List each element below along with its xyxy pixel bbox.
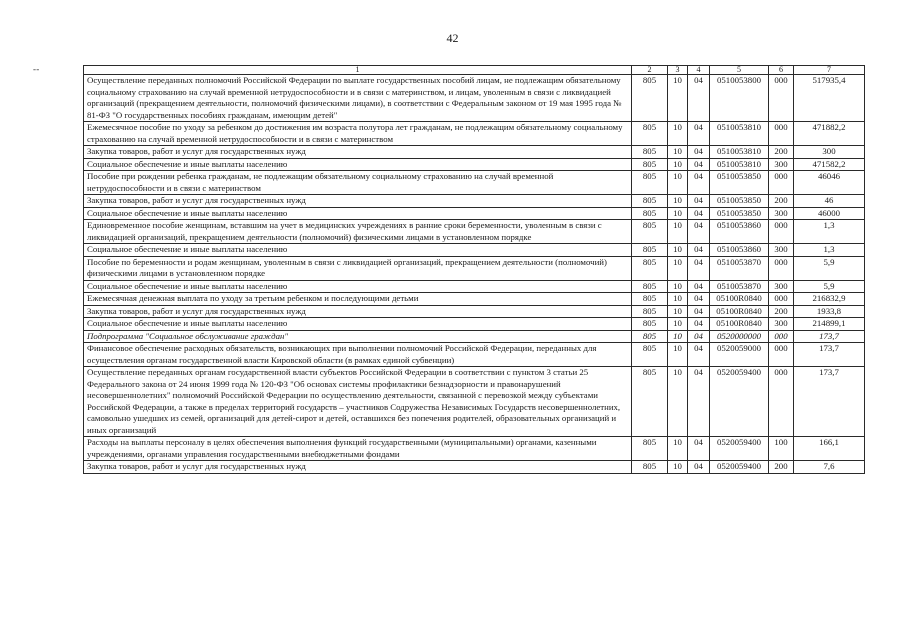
row-amount-cell: 173,7 [794,343,865,367]
row-amount-cell: 46 [794,195,865,208]
row-code-6-cell: 000 [769,330,794,343]
column-header: 4 [688,66,710,75]
row-name-cell: Пособие по беременности и родам женщинам, уволенным в связи с ликвидацией организаций, прекращением деятельности (полномочий) физическими лицами в установленном порядке [84,256,632,280]
row-code-5-cell: 0520059400 [710,437,769,461]
table-row [84,330,865,343]
row-code-2-cell: 805 [632,122,668,146]
row-amount-cell: 46046 [794,171,865,195]
column-header: 6 [769,66,794,75]
row-code-3-cell: 10 [668,75,688,122]
row-code-5-cell: 0510053870 [710,280,769,293]
row-name-cell: Социальное обеспечение и иные выплаты населению [84,158,632,171]
row-code-6-cell: 100 [769,437,794,461]
row-code-2-cell: 805 [632,437,668,461]
row-code-4-cell: 04 [688,146,710,159]
row-code-4-cell: 04 [688,244,710,257]
row-amount-cell: 216832,9 [794,293,865,306]
table-row [84,171,865,195]
row-code-4-cell: 04 [688,256,710,280]
row-code-4-cell: 04 [688,305,710,318]
row-code-3-cell: 10 [668,171,688,195]
row-amount-cell: 46000 [794,207,865,220]
row-code-5-cell: 0510053800 [710,75,769,122]
row-code-4-cell: 04 [688,437,710,461]
row-code-5-cell: 0510053850 [710,171,769,195]
column-header: 3 [668,66,688,75]
row-name-cell: Осуществление переданных полномочий Российской Федерации по выплате государственных пособий лицам, не подлежащим обязательному социальному страхованию на случай временной нетрудоспособности и в связи с материнством, и лицам, уволенным в связи с ликвидацией организаций (прекращением деятельности, полномочий физическими лицами), в соответствии с Федеральным законом от 19 мая 1995 года № 81-ФЗ "О государственных пособиях гражданам, имеющим детей" [84,75,632,122]
row-code-6-cell: 200 [769,461,794,474]
margin-mark: - - [33,64,39,74]
row-code-2-cell: 805 [632,318,668,331]
row-name-cell: Ежемесячная денежная выплата по уходу за третьим ребенком и последующими детьми [84,293,632,306]
row-code-4-cell: 04 [688,461,710,474]
row-code-4-cell: 04 [688,280,710,293]
budget-table [83,65,865,474]
row-code-3-cell: 10 [668,256,688,280]
table-row [84,318,865,331]
table-row [84,195,865,208]
row-code-6-cell: 300 [769,318,794,331]
row-name-cell: Социальное обеспечение и иные выплаты населению [84,318,632,331]
row-code-3-cell: 10 [668,330,688,343]
column-header: 2 [632,66,668,75]
row-code-2-cell: 805 [632,244,668,257]
table-row [84,343,865,367]
table-row [84,158,865,171]
row-code-2-cell: 805 [632,293,668,306]
row-code-2-cell: 805 [632,171,668,195]
row-code-3-cell: 10 [668,293,688,306]
row-code-2-cell: 805 [632,461,668,474]
row-code-4-cell: 04 [688,293,710,306]
row-code-5-cell: 0520059000 [710,343,769,367]
row-code-6-cell: 000 [769,75,794,122]
table-row [84,220,865,244]
table-row [84,256,865,280]
row-code-2-cell: 805 [632,330,668,343]
row-code-3-cell: 10 [668,367,688,437]
row-code-4-cell: 04 [688,207,710,220]
row-amount-cell: 300 [794,146,865,159]
row-code-5-cell: 0510053810 [710,122,769,146]
row-amount-cell: 1,3 [794,244,865,257]
table-row [84,367,865,437]
table-row [84,461,865,474]
table-header-row [84,66,865,75]
row-code-3-cell: 10 [668,220,688,244]
row-code-4-cell: 04 [688,220,710,244]
row-code-2-cell: 805 [632,158,668,171]
row-name-cell: Социальное обеспечение и иные выплаты населению [84,244,632,257]
row-code-4-cell: 04 [688,343,710,367]
row-code-6-cell: 200 [769,195,794,208]
row-code-6-cell: 300 [769,158,794,171]
row-code-3-cell: 10 [668,146,688,159]
row-code-3-cell: 10 [668,195,688,208]
row-name-cell: Осуществление переданных органам государственной власти субъектов Российской Федерации в соответствии с пунктом 3 статьи 25 Федерального закона от 24 июня 1999 года № 120-ФЗ "Об основах системы профилактики безнадзорности и правонарушений несовершеннолетних" полномочий Российской Федерации по осуществлению деятельности, связанной с перевозкой между субъектами Российской Федерации, а также в пределах территорий государств – участников Содружества Независимых Государств несовершеннолетних, самовольно ушедших из семей, организаций для детей-сирот и детей, оставшихся без попечения родителей, образовательных организаций и иных организаций [84,367,632,437]
row-amount-cell: 166,1 [794,437,865,461]
row-code-3-cell: 10 [668,207,688,220]
row-code-5-cell: 0510053870 [710,256,769,280]
row-code-5-cell: 0510053860 [710,220,769,244]
row-code-6-cell: 000 [769,256,794,280]
row-code-2-cell: 805 [632,280,668,293]
row-code-6-cell: 300 [769,244,794,257]
table-row [84,293,865,306]
row-code-6-cell: 000 [769,367,794,437]
row-code-4-cell: 04 [688,171,710,195]
row-code-6-cell: 000 [769,171,794,195]
row-code-5-cell: 0510053860 [710,244,769,257]
row-amount-cell: 471582,2 [794,158,865,171]
row-code-4-cell: 04 [688,122,710,146]
row-code-5-cell: 0520059400 [710,461,769,474]
row-code-6-cell: 200 [769,146,794,159]
row-amount-cell: 5,9 [794,256,865,280]
row-amount-cell: 471882,2 [794,122,865,146]
row-code-3-cell: 10 [668,461,688,474]
row-code-5-cell: 0520059400 [710,367,769,437]
row-code-5-cell: 05100R0840 [710,293,769,306]
row-name-cell: Закупка товаров, работ и услуг для государственных нужд [84,305,632,318]
column-header: 1 [84,66,632,75]
row-code-4-cell: 04 [688,367,710,437]
row-name-cell: Единовременное пособие женщинам, вставшим на учет в медицинских учреждениях в ранние сроки беременности, уволенным в связи с ликвидацией организаций, прекращением деятельности (полномочий) физическими лицами в установленном порядке [84,220,632,244]
table-row [84,244,865,257]
row-code-3-cell: 10 [668,280,688,293]
row-code-3-cell: 10 [668,343,688,367]
row-amount-cell: 173,7 [794,330,865,343]
row-code-2-cell: 805 [632,195,668,208]
row-code-6-cell: 000 [769,122,794,146]
row-amount-cell: 1,3 [794,220,865,244]
table-row [84,122,865,146]
column-header: 5 [710,66,769,75]
row-code-4-cell: 04 [688,75,710,122]
row-code-6-cell: 300 [769,280,794,293]
row-code-5-cell: 0510053810 [710,146,769,159]
row-name-cell: Закупка товаров, работ и услуг для государственных нужд [84,195,632,208]
row-code-6-cell: 000 [769,220,794,244]
row-code-3-cell: 10 [668,158,688,171]
row-name-cell: Расходы на выплаты персоналу в целях обеспечения выполнения функций государственными (муниципальными) органами, казенными учреждениями, органами управления государственными внебюджетными фондами [84,437,632,461]
row-name-cell: Пособие при рождении ребенка гражданам, не подлежащим обязательному социальному страхованию на случай временной нетрудоспособности и в связи с материнством [84,171,632,195]
row-code-2-cell: 805 [632,75,668,122]
row-code-2-cell: 805 [632,256,668,280]
row-name-cell: Закупка товаров, работ и услуг для государственных нужд [84,146,632,159]
column-header: 7 [794,66,865,75]
row-amount-cell: 517935,4 [794,75,865,122]
row-name-cell: Социальное обеспечение и иные выплаты населению [84,280,632,293]
row-code-5-cell: 0510053850 [710,195,769,208]
row-code-5-cell: 05100R0840 [710,305,769,318]
row-amount-cell: 7,6 [794,461,865,474]
row-code-3-cell: 10 [668,244,688,257]
row-name-cell: Ежемесячное пособие по уходу за ребенком до достижения им возраста полутора лет гражданам, не подлежащим обязательному социальному страхованию на случай временной нетрудоспособности и в связи с материнством [84,122,632,146]
row-name-cell: Закупка товаров, работ и услуг для государственных нужд [84,461,632,474]
row-code-6-cell: 300 [769,207,794,220]
row-code-2-cell: 805 [632,207,668,220]
table-row [84,207,865,220]
row-code-4-cell: 04 [688,158,710,171]
table-row [84,437,865,461]
row-code-3-cell: 10 [668,122,688,146]
row-code-6-cell: 000 [769,293,794,306]
row-amount-cell: 173,7 [794,367,865,437]
row-code-2-cell: 805 [632,146,668,159]
row-code-2-cell: 805 [632,305,668,318]
table-row [84,280,865,293]
page-number: 42 [446,31,459,45]
row-code-6-cell: 000 [769,343,794,367]
row-code-3-cell: 10 [668,318,688,331]
row-name-cell: Финансовое обеспечение расходных обязательств, возникающих при выполнении полномочий Российской Федерации, переданных для осуществления органам государственной власти Кировской области (в рамках единой субвенции) [84,343,632,367]
row-code-5-cell: 0510053810 [710,158,769,171]
row-code-5-cell: 0520000000 [710,330,769,343]
row-name-cell: Социальное обеспечение и иные выплаты населению [84,207,632,220]
row-code-4-cell: 04 [688,330,710,343]
row-code-5-cell: 0510053850 [710,207,769,220]
table-row [84,146,865,159]
row-code-5-cell: 05100R0840 [710,318,769,331]
row-code-2-cell: 805 [632,367,668,437]
row-code-6-cell: 200 [769,305,794,318]
row-name-cell: Подпрограмма "Социальное обслуживание граждан" [84,330,632,343]
table-row [84,305,865,318]
row-code-3-cell: 10 [668,305,688,318]
row-code-2-cell: 805 [632,220,668,244]
row-amount-cell: 5,9 [794,280,865,293]
row-code-4-cell: 04 [688,318,710,331]
table-row [84,75,865,122]
row-code-3-cell: 10 [668,437,688,461]
row-amount-cell: 214899,1 [794,318,865,331]
row-code-4-cell: 04 [688,195,710,208]
row-code-2-cell: 805 [632,343,668,367]
row-amount-cell: 1933,8 [794,305,865,318]
